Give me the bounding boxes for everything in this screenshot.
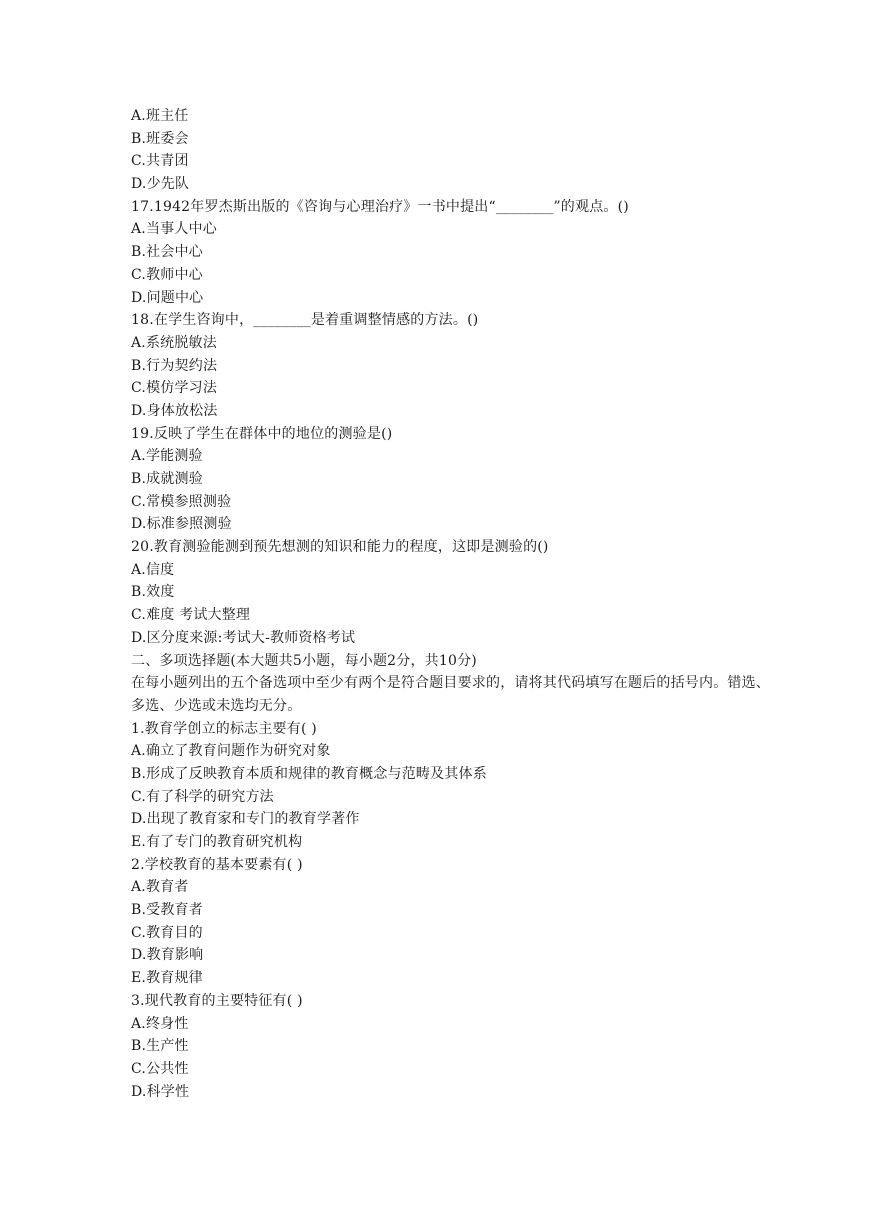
q18-option-c: C.模仿学习法 — [131, 380, 218, 397]
m1-option-e: E.有了专门的教育研究机构 — [131, 834, 303, 851]
q17-option-a: A.当事人中心 — [131, 221, 217, 238]
section-instruction: 在每小题列出的五个备选项中至少有两个是符合题目要求的，请将其代码填写在题后的括号内。错选、多选、少选或未选均无分。 — [131, 675, 770, 714]
q19-option-c: C.常模参照测验 — [131, 493, 232, 510]
m1-option-c: C.有了科学的研究方法 — [131, 788, 274, 805]
q17-question: 17.1942年罗杰斯出版的《咨询与心理治疗》一书中提出“________”的观点。() — [131, 198, 629, 215]
q20-option-c: C.难度 考试大整理 — [131, 607, 251, 624]
q20-question: 20.教育测验能测到预先想测的知识和能力的程度，这即是测验的() — [131, 539, 549, 556]
q19-option-d: D.标准参照测验 — [131, 516, 232, 533]
m3-option-c: C.公共性 — [131, 1060, 189, 1077]
q16-option-b: B.班委会 — [131, 130, 189, 147]
q19-option-a: A.学能测验 — [131, 448, 203, 465]
m2-option-c: C.教育目的 — [131, 924, 203, 941]
m3-option-d: D.科学性 — [131, 1083, 190, 1100]
q18-option-d: D.身体放松法 — [131, 402, 218, 419]
q19-question: 19.反映了学生在群体中的地位的测验是() — [131, 425, 393, 442]
q20-option-b: B.效度 — [131, 584, 175, 601]
q18-option-b: B.行为契约法 — [131, 357, 218, 374]
q20-option-d: D.区分度来源:考试大-教师资格考试 — [131, 629, 356, 646]
m2-option-d: D.教育影响 — [131, 947, 204, 964]
m1-option-d: D.出现了教育家和专门的教育学著作 — [131, 811, 360, 828]
q17-option-b: B.社会中心 — [131, 244, 203, 261]
m3-option-b: B.生产性 — [131, 1038, 189, 1055]
m2-option-b: B.受教育者 — [131, 902, 203, 919]
m1-option-a: A.确立了教育问题作为研究对象 — [131, 743, 331, 760]
m1-option-b: B.形成了反映教育本质和规律的教育概念与范畴及其体系 — [131, 765, 487, 782]
q16-option-d: D.少先队 — [131, 176, 190, 193]
m1-question: 1.教育学创立的标志主要有( ) — [131, 720, 317, 737]
m2-option-a: A.教育者 — [131, 879, 189, 896]
q16-option-a: A.班主任 — [131, 108, 189, 124]
q19-option-b: B.成就测验 — [131, 471, 203, 487]
m3-question: 3.现代教育的主要特征有( ) — [131, 992, 303, 1009]
m2-question: 2.学校教育的基本要素有( ) — [131, 856, 303, 873]
q18-option-a: A.系统脱敏法 — [131, 334, 217, 351]
q18-question: 18.在学生咨询中，________是着重调整情感的方法。() — [131, 312, 479, 329]
m3-option-a: A.终身性 — [131, 1015, 189, 1032]
q17-option-d: D.问题中心 — [131, 289, 204, 306]
q17-option-c: C.教师中心 — [131, 266, 203, 283]
section-heading: 二、多项选择题(本大题共5小题，每小题2分，共10分) — [131, 652, 477, 669]
m2-option-e: E.教育规律 — [131, 970, 203, 987]
q20-option-a: A.信度 — [131, 561, 175, 578]
document-page — [131, 105, 771, 1103]
q16-option-c: C.共青团 — [131, 153, 189, 170]
